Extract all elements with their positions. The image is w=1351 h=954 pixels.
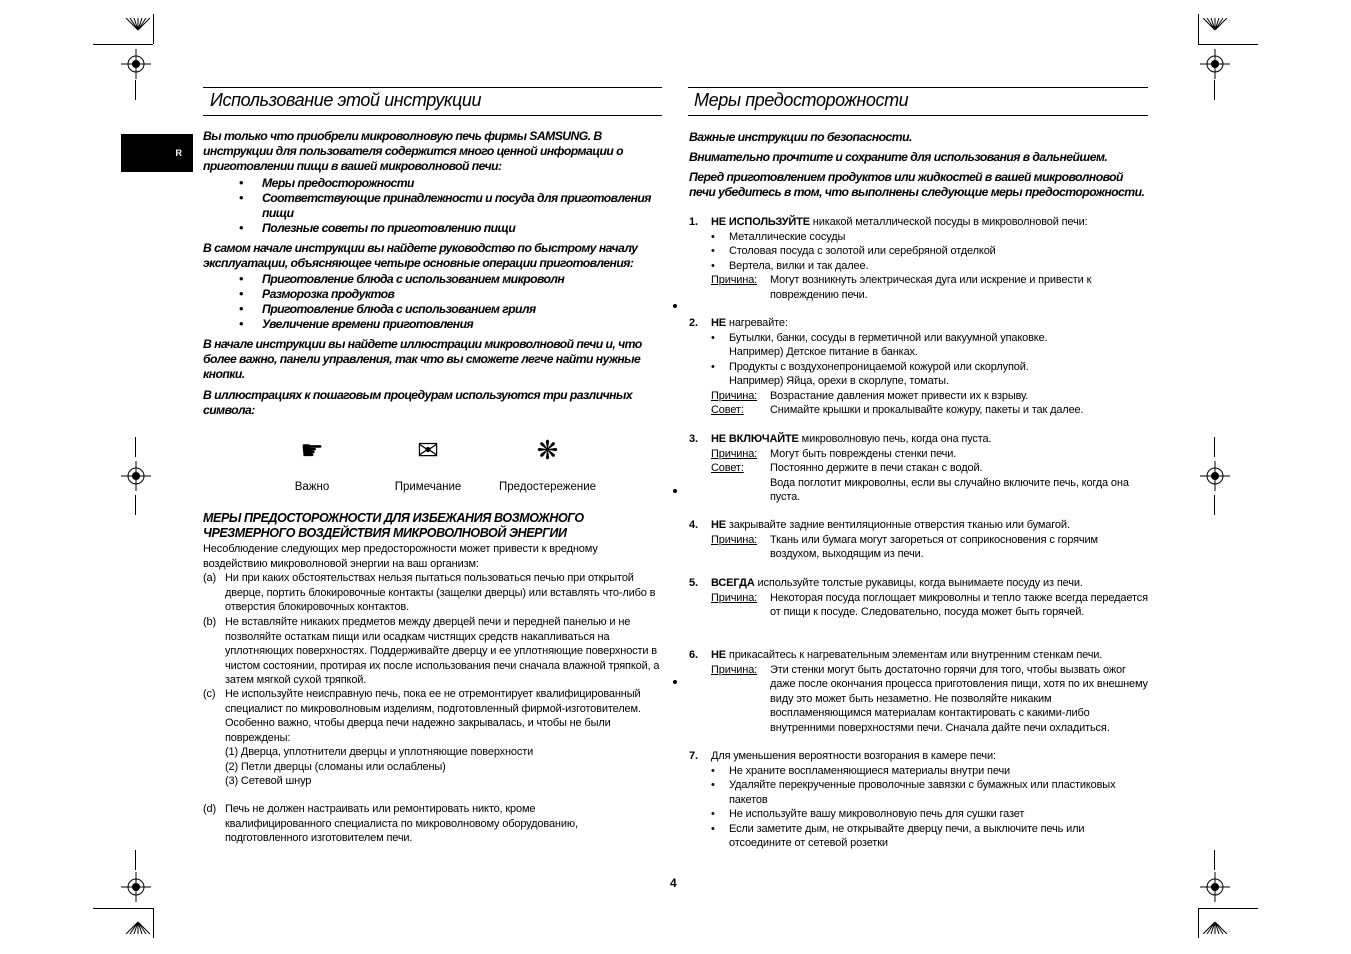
crop-line (1198, 14, 1199, 44)
crop-line (153, 908, 154, 938)
start-bullet: • Разморозка продуктов (239, 287, 395, 301)
symbol-label: Примечание (394, 481, 462, 493)
title-rule-top (203, 87, 662, 88)
item-lead: НЕ (711, 649, 726, 661)
item-number: 5. (689, 577, 698, 589)
caution-item-d (203, 802, 623, 846)
reason-label: Причина: (711, 389, 758, 402)
item-text: Печь не должен настраивать или ремонтировать никто, кроме квалифицированного специалиста по микроволновому оборудованию, подготовленного изготовителем печи. (225, 803, 578, 844)
caution-item-b (203, 615, 661, 688)
item-bullet: Столовая посуда с золотой или серебряной отделкой (729, 245, 996, 257)
crop-line (93, 908, 153, 909)
reason-text: Ткань или бумага могут загореться от соприкосновения с горячим воздухом, выходящим из печи. (770, 533, 1098, 560)
start-bullet-text: Приготовление блюда с использованием гриля (262, 302, 536, 316)
advice-label: Совет: (711, 404, 744, 416)
intro-bullet-text: Полезные советы по приготовлению пищи (262, 221, 516, 235)
item-lead: НЕ (711, 317, 726, 329)
intro-bullet: • Полезные советы по приготовлению пищи (239, 221, 516, 235)
symbol-caution (490, 435, 605, 493)
advice-text: Вода поглотит микроволны, если вы случайно включите печь, когда она пуста. (770, 476, 1129, 503)
symbols-text: В иллюстрациях к пошаговым процедурам используются три различных символа: (203, 388, 633, 417)
title-rule-bottom (688, 115, 1148, 116)
crop-line (1198, 908, 1199, 938)
start-bullet: • Увеличение времени приготовления (239, 317, 474, 331)
precaution-item-3 (689, 432, 1149, 505)
color-bar-mark (1200, 918, 1230, 934)
item-rest: прикасайтесь к нагревательным элементам или внутренним стенкам печи. (725, 649, 1103, 661)
title-rule-bottom (203, 115, 662, 116)
intro-bullet-text: Соответствующие принадлежности и посуда для приготовления пищи (262, 191, 651, 220)
intro-bullet-text: Меры предосторожности (262, 176, 414, 190)
item-number: 6. (689, 649, 698, 661)
item-bullet: Если заметите дым, не открывайте дверцу печи, а выключите печь или отсоедините от сетевой розетки (729, 822, 1085, 849)
item-bullet: Не храните воспламеняющиеся материалы внутри печи (729, 764, 1011, 777)
language-tab-label: R (175, 148, 182, 158)
item-bullet: Удаляйте перекрученные проволочные завязки с бумажных или пластиковых пакетов (729, 779, 1116, 806)
crop-line (1214, 850, 1215, 870)
intro-bullet: • Соответствующие принадлежности и посуда для приготовления пищи (239, 191, 651, 220)
item-number: 2. (689, 317, 698, 329)
sub-item: (3) Сетевой шнур (225, 775, 312, 787)
precaution-item-7: 7. Для уменьшения вероятности возгорания в камере печи: • Не храните воспламеняющиеся материалы внутри печи • Удаляйте перекрученные проволочные завязки с бумажных или пластиковых пакетов • Не используйте вашу микроволновую печь для сушки газет • Если заметите дым, не открывайте дверцу печи, а выключите печь или отсоедините от сетевой розетки (689, 749, 1149, 851)
start-bullet-text: Увеличение времени приготовления (262, 317, 474, 331)
crop-line (135, 850, 136, 870)
advice-text: Снимайте крышки и прокалывайте кожуру, пакеты и так далее. (770, 404, 1084, 416)
page-title: Меры предосторожности (694, 90, 909, 110)
start-bullet: • Приготовление блюда с использованием гриля (239, 302, 536, 316)
precaution-item-5 (689, 576, 1149, 620)
crop-line (135, 437, 136, 457)
reason-text: Возрастание давления может привести их к взрыву. (770, 389, 1029, 402)
color-bar-mark (123, 918, 153, 934)
crop-line (1214, 495, 1215, 515)
item-example: Например) Яйца, орехи в скорлупе, томаты. (729, 375, 949, 387)
symbol-label: Важно (294, 481, 330, 493)
page-title: Использование этой инструкции (210, 90, 482, 110)
registration-mark (1200, 461, 1230, 491)
item-mark: (b) (203, 616, 216, 628)
intro-text: Вы только что приобрели микроволновую печь фирмы SAMSUNG. В инструкции для пользователя содержится много ценной информации о приготовлении пищи в вашей микроволновой печи: (203, 129, 624, 173)
item-text: Ни при каких обстоятельствах нельзя пытаться пользоваться печью при открытой дверце, портить блокировочные контакты (защелки дверцы) или вставлять что-либо в отверстия блокировочных контактов. (225, 572, 656, 613)
asterisk-icon: ❋ (536, 435, 559, 465)
item-mark: (a) (203, 572, 216, 584)
reason-text: Могут быть повреждены стенки печи. (770, 447, 957, 460)
safety-heading: Перед приготовлением продуктов или жидкостей в вашей микроволновой печи убедитесь в том, что выполнены следующие меры предосторожности. (689, 170, 1145, 199)
sub-item: (1) Дверца, уплотнители дверцы и уплотняющие поверхности (225, 746, 534, 758)
advice-label: Совет: (711, 462, 744, 474)
item-mark: (c) (203, 688, 216, 700)
title-rule-top (688, 87, 1148, 88)
envelope-icon: ✉ (417, 435, 439, 465)
item-text: Не вставляйте никаких предметов между дверцей печи и передней панелью и не позволяйте остаткам пищи или осадкам чистящих средств накапливаться на уплотняющих поверхностях. Поддерживайте дверцу и ее уплотняющие поверхности в чистом состоянии, протирая их после использования печи сначала влажной тряпкой, а затем мягкой сухой тряпкой. (225, 616, 660, 686)
start-bullet-text: Разморозка продуктов (262, 287, 395, 301)
registration-mark (1200, 49, 1230, 79)
caution-item-a (203, 571, 661, 615)
item-lead: НЕ ВКЛЮЧАЙТЕ (711, 433, 799, 445)
item-mark: (d) (203, 803, 216, 815)
item-text: Не используйте неисправную печь, пока ее не отремонтирует квалифицированный специалист по микроволновым изделиям, подготовленный фирмой-изготовителем. (225, 688, 641, 715)
crop-line (1214, 80, 1215, 100)
item-rest: никакой металлической посуды в микроволновой печи: (809, 216, 1088, 228)
item-number: 1. (689, 216, 698, 228)
precaution-item-4 (689, 518, 1149, 562)
safety-heading: Внимательно прочтите и сохраните для использования в дальнейшем. (689, 150, 1108, 164)
color-bar-mark (1200, 18, 1230, 34)
pointing-hand-icon: ☛ (300, 435, 324, 465)
registration-mark (121, 461, 151, 491)
item-bullet: Продукты с воздухонепроницаемой кожурой или скорлупой. (729, 360, 1029, 373)
reason-label: Причина: (711, 274, 758, 286)
reason-label: Причина: (711, 447, 758, 460)
registration-mark (121, 872, 151, 902)
bullet-mark (673, 680, 677, 684)
item-example: Например) Детское питание в банках. (729, 346, 918, 358)
crop-line (1198, 44, 1258, 45)
language-tab (121, 134, 193, 172)
item-rest: микроволновую печь, когда она пуста. (798, 433, 992, 445)
item-number: 7. (689, 750, 698, 762)
precaution-item-2: 2. НЕ нагревайте: • Бутылки, банки, сосуды в герметичной или вакуумной упаковке. Например) Детское питание в банках. • Продукты с воздухонепроницаемой кожурой или скорлупой. Например) Яйца, орехи в скорлупе, томаты. Причина: Возрастание давления может привести их к взрыву. Совет: Снимайте крышки и прокалывайте кожуру, пакеты и так далее. (689, 316, 1149, 418)
start-bullet-text: Приготовление блюда с использованием микроволн (262, 272, 565, 286)
caution-item-c (203, 687, 661, 789)
item-lead: НЕ (711, 519, 726, 531)
color-bar-mark (123, 18, 153, 34)
reason-text: Некоторая посуда поглощает микроволны и тепло также всегда передается от пищи к посуде. Следовательно, посуда может быть горячей. (770, 591, 1148, 618)
item-rest: используйте толстые рукавицы, когда вынимаете посуду из печи. (754, 577, 1083, 589)
crop-line (1198, 908, 1258, 909)
item-bullet: Не используйте вашу микроволновую печь для сушки газет (729, 808, 1025, 820)
item-rest: закрывайте задние вентиляционные отверстия тканью или бумагой. (725, 519, 1070, 531)
item-rest: нагревайте: (725, 317, 788, 329)
crop-line (135, 80, 136, 100)
safety-heading: Важные инструкции по безопасности. (689, 130, 912, 144)
item-bullet: Металлические сосуды (729, 230, 846, 243)
precaution-item-1: 1. НЕ ИСПОЛЬЗУЙТЕ никакой металлической посуды в микроволновой печи: • Металлические сосуды • Столовая посуда с золотой или серебряной отделкой • Вертела, вилки и так далее. Причина: Могут возникнуть электрическая дуга или искрение и привести к повреждению печи. (689, 215, 1149, 302)
symbol-note (383, 435, 473, 493)
crop-line (153, 14, 154, 44)
reason-label: Причина: (711, 591, 758, 604)
item-bullet: Бутылки, банки, сосуды в герметичной или вакуумной упаковке. (729, 331, 1048, 344)
item-lead: НЕ ИСПОЛЬЗУЙТЕ (711, 216, 810, 228)
precaution-item-6 (689, 648, 1149, 735)
item-number: 3. (689, 433, 698, 445)
caution-title: МЕРЫ ПРЕДОСТОРОЖНОСТИ ДЛЯ ИЗБЕЖАНИЯ ВОЗМОЖНОГО ЧРЕЗМЕРНОГО ВОЗДЕЙСТВИЯ МИКРОВОЛНОВОЙ ЭНЕРГИИ (203, 511, 584, 540)
item-extra: Особенно важно, чтобы дверца печи надежно закрывалась, и чтобы не были повреждены: (225, 717, 611, 744)
registration-mark (121, 49, 151, 79)
start-text: В самом начале инструкции вы найдете руководство по быстрому началу эксплуатации, объясняющее четыре основные операции приготовления: (203, 241, 638, 270)
registration-mark (1200, 872, 1230, 902)
intro-bullet: • Меры предосторожности (239, 176, 414, 190)
item-number: 4. (689, 519, 698, 531)
crop-line (93, 44, 153, 45)
illustrations-text: В начале инструкции вы найдете иллюстрации микроволновой печи и, что более важно, панели управления, так что вы сможете легче найти нужные кнопки. (203, 337, 642, 381)
advice-text: Постоянно держите в печи стакан с водой. (770, 462, 983, 474)
reason-text: Могут возникнуть электрическая дуга или искрение и привести к повреждению печи. (770, 274, 1092, 301)
start-bullet: • Приготовление блюда с использованием микроволн (239, 272, 565, 286)
crop-line (1214, 437, 1215, 457)
item-text: Для уменьшения вероятности возгорания в камере печи: (711, 750, 996, 762)
bullet-mark (673, 304, 677, 308)
reason-label: Причина: (711, 533, 758, 546)
sub-item: (2) Петли дверцы (сломаны или ослаблены) (225, 760, 446, 773)
crop-line (135, 495, 136, 515)
bullet-mark (673, 489, 677, 493)
symbol-important (272, 435, 352, 493)
reason-text: Эти стенки могут быть достаточно горячи для того, чтобы вызвать ожог даже после окончания процесса приготовления пищи, хотя по их внешнему виду это может быть незаметно. Не позволяйте никаким воспламеняющимся материалам контактировать с какими-либо внутренними поверхностями печи. Сначала дайте печи охладиться. (770, 663, 1148, 734)
item-bullet: Вертела, вилки и так далее. (729, 259, 869, 272)
item-lead: ВСЕГДА (711, 577, 755, 589)
symbol-label: Предостережение (498, 481, 597, 493)
caution-intro: Несоблюдение следующих мер предосторожности может привести к вредному воздействию микроволновой энергии на ваш организм: (203, 543, 598, 570)
page-number: 4 (670, 876, 677, 890)
reason-label: Причина: (711, 663, 758, 676)
